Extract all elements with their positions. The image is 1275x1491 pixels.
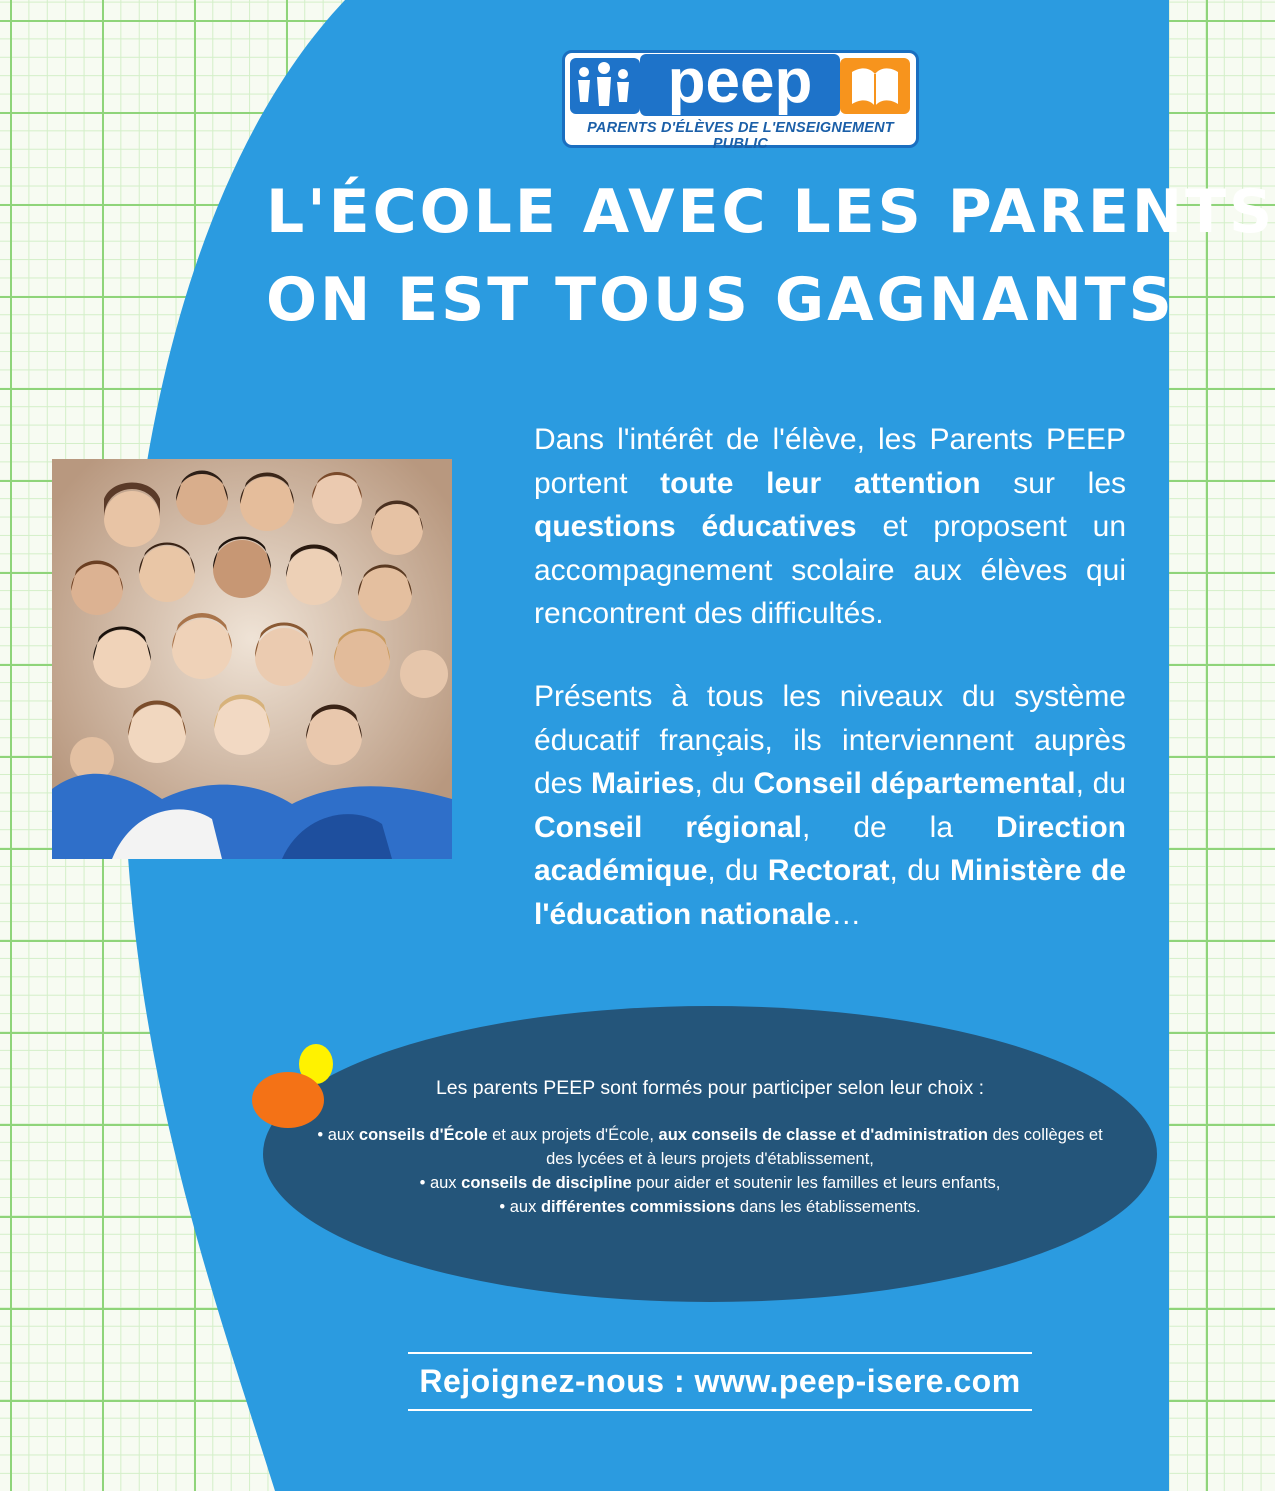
people-icon <box>570 58 640 114</box>
institutions-paragraph <box>534 675 1126 936</box>
text-run: des collèges et des lycées et à leurs projets d'établissement, <box>546 1126 1103 1168</box>
text-run: Dans l'intérêt de l'élève, les Parents PEEP portent <box>534 423 1126 500</box>
book-icon <box>840 58 910 114</box>
logo-wordmark: peep <box>640 54 840 116</box>
group-photo <box>52 459 452 859</box>
text-run: , du <box>707 854 768 887</box>
text-run: et aux projets d'École, <box>487 1126 659 1144</box>
join-us-link[interactable]: Rejoignez-nous : www.peep-isere.com <box>408 1352 1032 1411</box>
emphasis-direction-academique: Direction académique <box>534 810 1126 887</box>
text-run: • aux <box>419 1174 462 1192</box>
emphasis-conseil-departemental: Conseil départemental <box>753 767 1076 800</box>
list-item <box>262 1171 1158 1195</box>
emphasis-conseils-classe: aux conseils de classe et d'administration <box>658 1126 988 1144</box>
training-list <box>262 1123 1158 1219</box>
emphasis-conseils-ecole: conseils d'École <box>358 1126 488 1144</box>
headline-line-2: ON EST TOUS GAGNANTS <box>266 265 1175 335</box>
emphasis-conseil-regional: Conseil régional <box>534 810 803 844</box>
emphasis-questions: questions éducatives <box>534 510 857 543</box>
intro-paragraph <box>534 418 1126 636</box>
text-run: • aux <box>499 1198 541 1216</box>
text-run: … <box>831 897 862 931</box>
emphasis-attention: toute leur attention <box>660 466 981 500</box>
list-item <box>262 1195 1158 1219</box>
text-run: • aux <box>317 1126 359 1144</box>
text-run: pour aider et soutenir les familles et leurs enfants, <box>631 1174 1001 1192</box>
peep-logo <box>562 47 919 152</box>
text-run: et proposent un accompagnement scolaire aux élèves qui rencontrent des difficultés. <box>534 510 1126 630</box>
logo-subtitle: PARENTS D'ÉLÈVES DE L'ENSEIGNEMENT PUBLIC <box>587 120 894 152</box>
text-run: , du <box>1075 767 1126 800</box>
emphasis-commissions: différentes commissions <box>540 1198 736 1216</box>
text-run: , de la <box>802 810 996 844</box>
list-item <box>262 1123 1158 1171</box>
training-text <box>262 1075 1158 1219</box>
emphasis-rectorat: Rectorat <box>767 854 890 887</box>
emphasis-mairies: Mairies <box>591 767 695 800</box>
text-run: , du <box>889 854 950 887</box>
text-run: Présents à tous les niveaux du système éducatif français, ils interviennent auprès des <box>534 680 1126 800</box>
text-run: dans les établissements. <box>735 1198 921 1216</box>
headline-line-1: L'ÉCOLE AVEC LES PARENTS <box>266 177 1275 247</box>
emphasis-conseils-discipline: conseils de discipline <box>461 1174 632 1192</box>
training-title: Les parents PEEP sont formés pour participer selon leur choix : <box>435 1077 985 1099</box>
text-run: sur les <box>980 466 1127 500</box>
headline <box>266 168 1275 344</box>
emphasis-ministere: Ministère de l'éducation nationale <box>534 854 1126 931</box>
text-run: , du <box>694 767 754 800</box>
